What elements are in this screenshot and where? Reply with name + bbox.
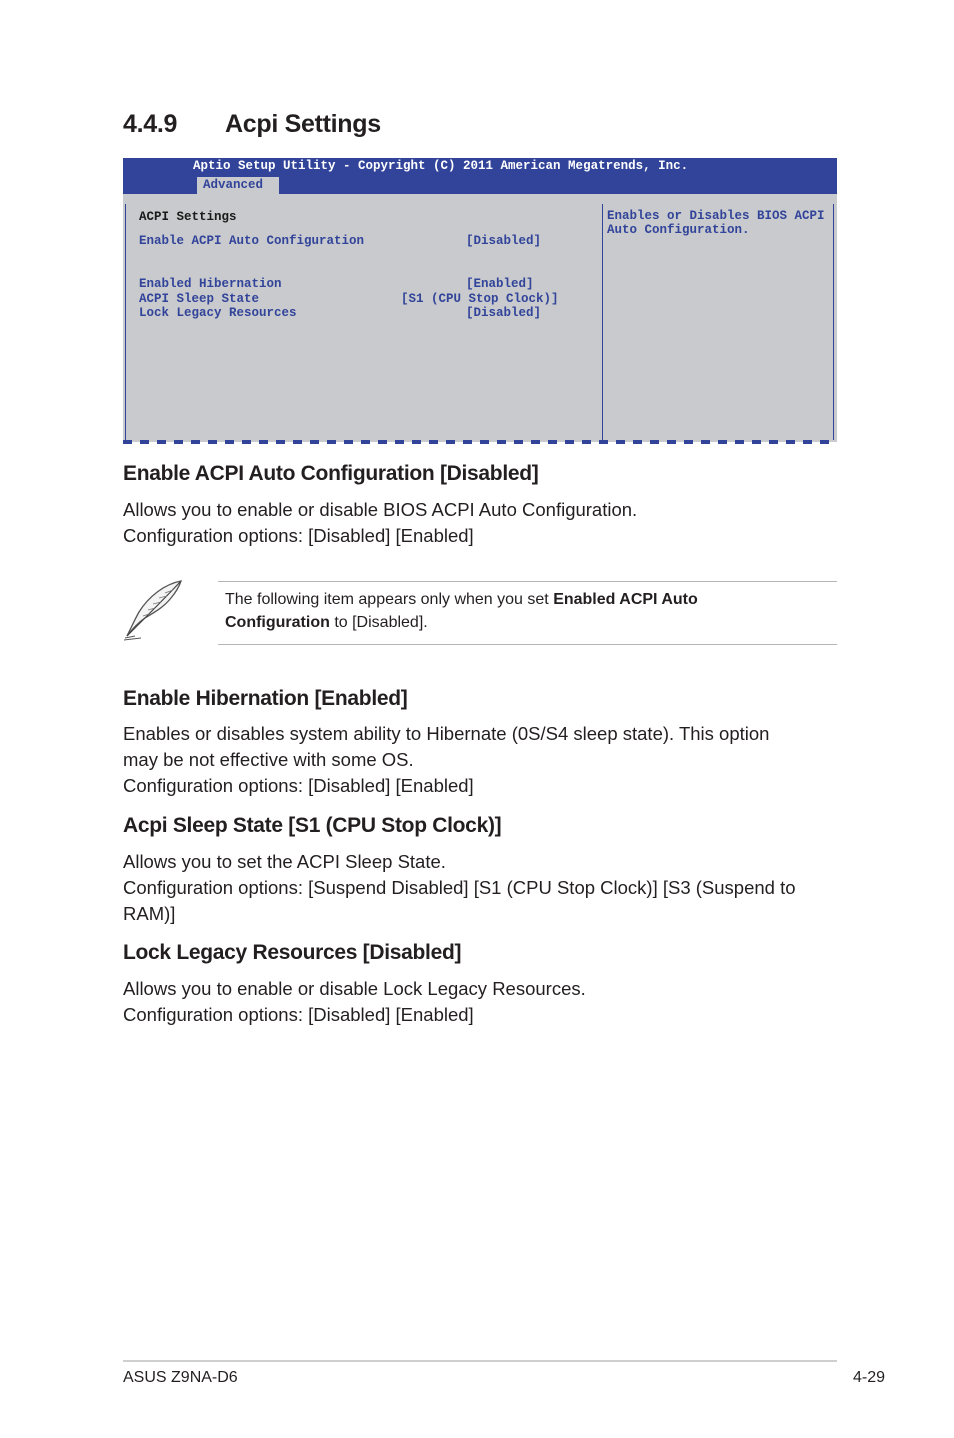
note-prefix: The following item appears only when you set bbox=[225, 591, 554, 608]
bios-body bbox=[123, 194, 837, 442]
desc-hibernation bbox=[123, 721, 839, 799]
section-name: Acpi Settings bbox=[225, 110, 381, 138]
bios-item-sleep-state-value[interactable]: [S1 (CPU Stop Clock)] bbox=[401, 292, 559, 306]
bios-header bbox=[123, 158, 837, 194]
bios-item-lock-legacy-value[interactable]: [Disabled] bbox=[466, 306, 542, 320]
bios-item-acpi-auto-config-value[interactable]: [Disabled] bbox=[466, 234, 542, 248]
desc-acpi-auto-config bbox=[123, 497, 839, 549]
desc-line: Allows you to enable or disable Lock Legacy Resources. bbox=[123, 978, 586, 999]
section-number: 4.4.9 bbox=[123, 110, 178, 138]
note-bold-1: Enabled ACPI Auto bbox=[553, 591, 698, 608]
desc-line: Enables or disables system ability to Hibernate (0S/S4 sleep state). This option bbox=[123, 723, 770, 744]
desc-line: Allows you to enable or disable BIOS ACPI Auto Configuration. bbox=[123, 499, 638, 520]
bios-screenshot bbox=[123, 158, 837, 444]
bios-item-lock-legacy-label[interactable]: Lock Legacy Resources bbox=[139, 306, 297, 320]
heading-hibernation: Enable Hibernation [Enabled] bbox=[123, 687, 408, 710]
bios-item-sleep-state-label[interactable]: ACPI Sleep State bbox=[139, 292, 260, 306]
desc-sleep-state bbox=[123, 849, 839, 927]
note-suffix: to [Disabled]. bbox=[329, 614, 428, 631]
bios-panel-title: ACPI Settings bbox=[139, 210, 237, 224]
bios-item-acpi-auto-config-label[interactable]: Enable ACPI Auto Configuration bbox=[139, 234, 365, 248]
heading-sleep-state: Acpi Sleep State [S1 (CPU Stop Clock)] bbox=[123, 814, 502, 837]
footer-product: ASUS Z9NA-D6 bbox=[123, 1369, 238, 1386]
bios-help-line-2: Auto Configuration. bbox=[607, 223, 750, 237]
heading-lock-legacy: Lock Legacy Resources [Disabled] bbox=[123, 941, 462, 964]
bios-copyright: Aptio Setup Utility - Copyright (C) 2011 American Megatrends, Inc. bbox=[193, 159, 689, 173]
desc-line: Configuration options: [Disabled] [Enabled] bbox=[123, 775, 474, 796]
footer-page-number: 4-29 bbox=[852, 1369, 885, 1386]
heading-acpi-auto-config: Enable ACPI Auto Configuration [Disabled] bbox=[123, 462, 539, 485]
note-bold-2: Configuration bbox=[225, 614, 330, 631]
desc-line: RAM)] bbox=[123, 903, 176, 924]
desc-lock-legacy bbox=[123, 976, 839, 1028]
bios-item-hibernation-label[interactable]: Enabled Hibernation bbox=[139, 277, 282, 291]
note-bottom-rule bbox=[218, 644, 837, 645]
desc-line: may be not effective with some OS. bbox=[123, 749, 414, 770]
footer-rule bbox=[123, 1360, 837, 1362]
bios-item-hibernation-value[interactable]: [Enabled] bbox=[466, 277, 534, 291]
bios-dashed-edge bbox=[123, 440, 837, 444]
section-title bbox=[123, 110, 381, 139]
bios-help-panel bbox=[605, 204, 834, 440]
desc-line: Configuration options: [Suspend Disabled] [S1 (CPU Stop Clock)] [S3 (Suspend to bbox=[123, 877, 796, 898]
bios-help-line-1: Enables or Disables BIOS ACPI bbox=[607, 209, 825, 223]
desc-line: Configuration options: [Disabled] [Enabled] bbox=[123, 525, 474, 546]
note-text bbox=[225, 588, 825, 634]
bios-settings-panel bbox=[125, 204, 603, 440]
tab-advanced[interactable]: Advanced bbox=[197, 177, 279, 194]
quill-pen-icon bbox=[121, 578, 187, 642]
note-top-rule bbox=[218, 581, 837, 582]
desc-line: Configuration options: [Disabled] [Enabled] bbox=[123, 1004, 474, 1025]
desc-line: Allows you to set the ACPI Sleep State. bbox=[123, 851, 446, 872]
